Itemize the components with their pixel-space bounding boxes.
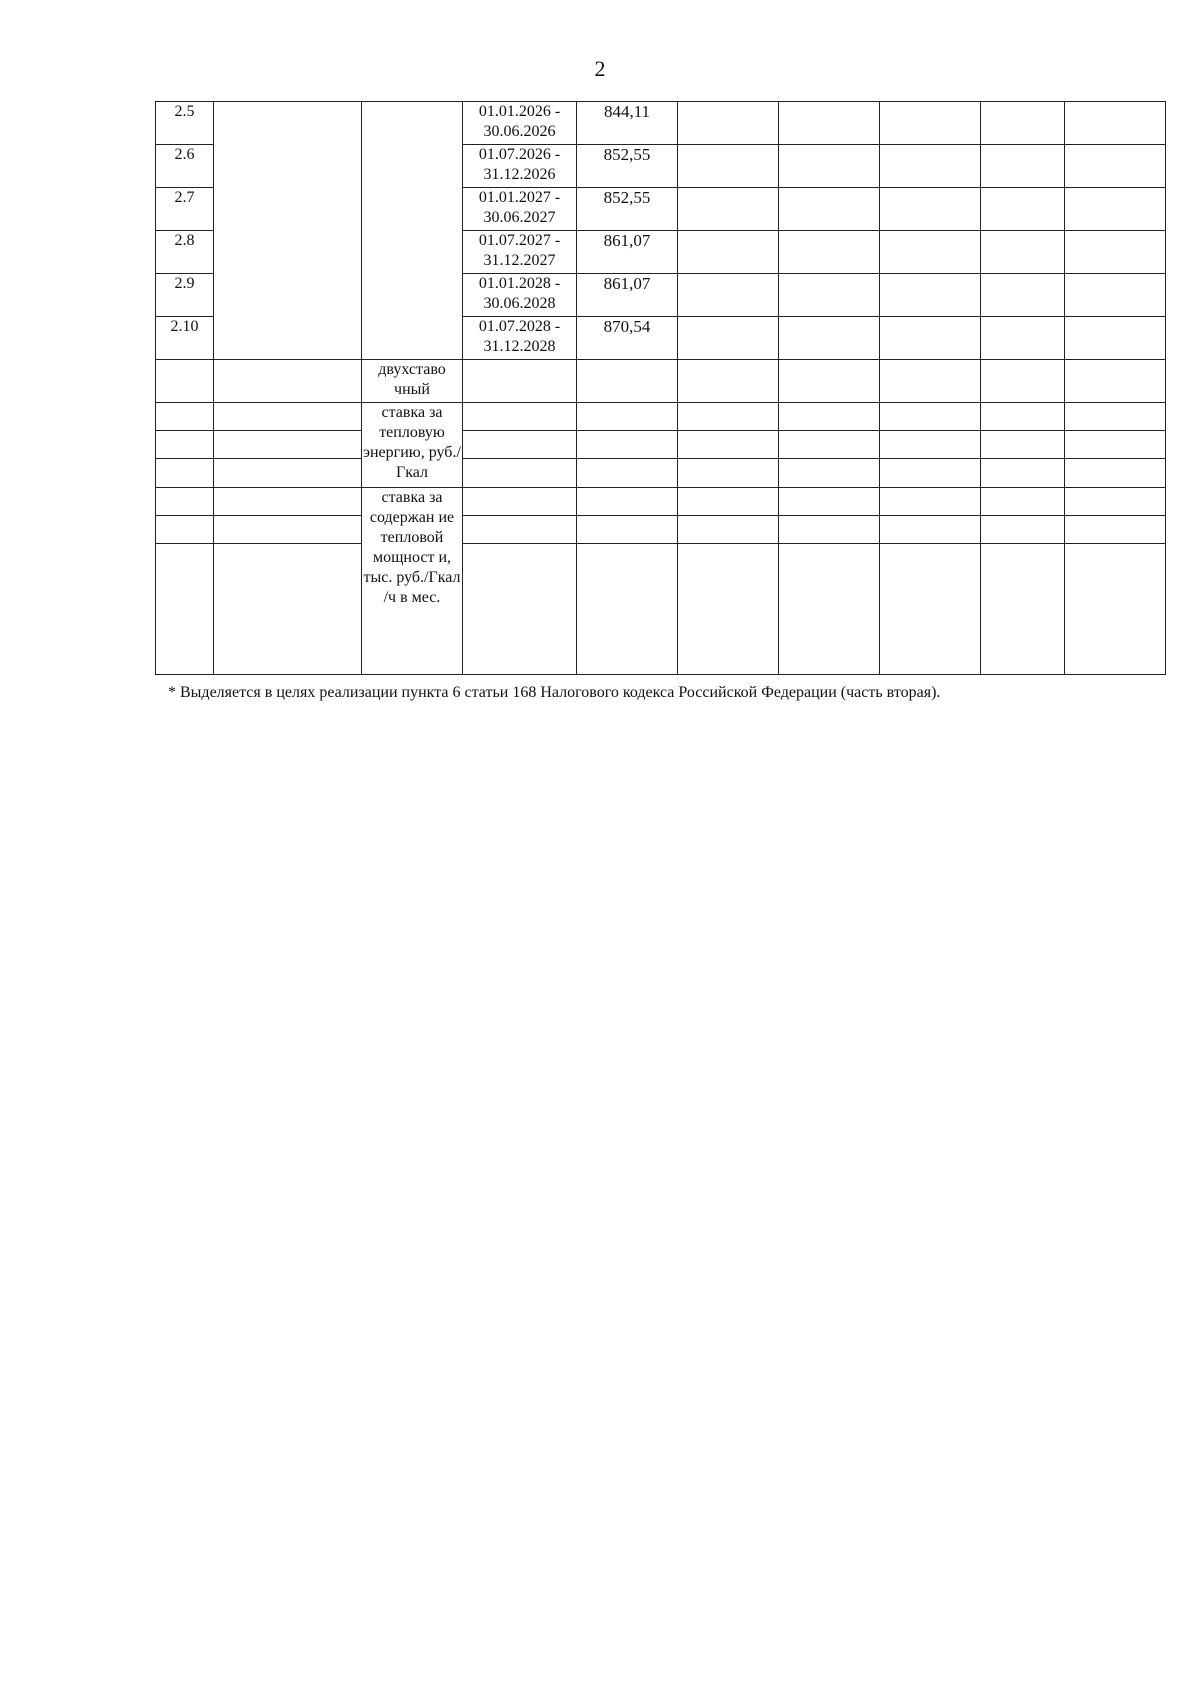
two-part-tariff-label: двухставо чный — [362, 360, 463, 403]
empty-cell — [779, 145, 880, 188]
empty-cell — [779, 231, 880, 274]
empty-cell — [156, 544, 214, 675]
empty-cell — [779, 431, 880, 459]
empty-cell — [463, 431, 577, 459]
empty-cell — [1065, 459, 1166, 488]
period-start: 01.01.2028 - — [478, 275, 561, 292]
empty-cell — [1065, 360, 1166, 403]
period-end: 30.06.2028 — [483, 295, 556, 312]
empty-cell — [156, 516, 214, 544]
empty-cell — [463, 488, 577, 516]
empty-cell — [1065, 544, 1166, 675]
empty-cell — [156, 403, 214, 431]
empty-cell — [463, 360, 577, 403]
tariff-value: 861,07 — [577, 274, 678, 317]
empty-cell — [678, 488, 779, 516]
tariff-value: 852,55 — [577, 145, 678, 188]
empty-cell — [463, 459, 577, 488]
empty-cell — [1065, 488, 1166, 516]
period-end: 31.12.2028 — [483, 338, 556, 355]
empty-cell — [981, 102, 1065, 145]
empty-cell — [981, 231, 1065, 274]
empty-cell — [1065, 516, 1166, 544]
empty-cell — [880, 516, 981, 544]
empty-cell — [880, 403, 981, 431]
empty-cell — [779, 516, 880, 544]
empty-cell — [214, 516, 362, 544]
period-start: 01.01.2027 - — [478, 189, 561, 206]
empty-cell — [880, 431, 981, 459]
row-number: 2.10 — [156, 317, 214, 360]
empty-cell — [981, 274, 1065, 317]
empty-cell — [678, 403, 779, 431]
empty-cell — [1065, 231, 1166, 274]
table-row — [156, 102, 1166, 145]
period-cell — [463, 274, 577, 317]
empty-cell — [678, 431, 779, 459]
empty-cell — [779, 544, 880, 675]
empty-cell — [214, 459, 362, 488]
empty-cell — [779, 488, 880, 516]
empty-cell — [981, 516, 1065, 544]
empty-cell — [214, 403, 362, 431]
empty-cell — [156, 488, 214, 516]
empty-cell — [577, 403, 678, 431]
empty-cell — [981, 431, 1065, 459]
empty-cell — [214, 488, 362, 516]
empty-cell — [779, 403, 880, 431]
empty-cell — [678, 188, 779, 231]
empty-cell — [577, 459, 678, 488]
empty-cell — [1065, 317, 1166, 360]
empty-cell — [880, 488, 981, 516]
empty-cell — [779, 274, 880, 317]
empty-cell — [214, 544, 362, 675]
tariff-value: 861,07 — [577, 231, 678, 274]
row-number: 2.8 — [156, 231, 214, 274]
empty-cell — [156, 431, 214, 459]
empty-cell — [779, 459, 880, 488]
empty-cell — [577, 488, 678, 516]
empty-cell — [981, 488, 1065, 516]
period-cell — [463, 231, 577, 274]
empty-cell — [1065, 274, 1166, 317]
empty-cell — [981, 403, 1065, 431]
empty-cell — [577, 544, 678, 675]
empty-cell — [463, 403, 577, 431]
empty-cell — [779, 188, 880, 231]
capacity-rate-label: ставка за содержан ие тепловой мощност и, тыс. руб./Гкал /ч в мес. — [362, 488, 463, 675]
table-row — [156, 516, 1166, 544]
row-number: 2.7 — [156, 188, 214, 231]
row-number: 2.6 — [156, 145, 214, 188]
empty-cell — [577, 431, 678, 459]
table-row — [156, 403, 1166, 431]
tariff-value: 870,54 — [577, 317, 678, 360]
empty-cell — [678, 231, 779, 274]
period-end: 30.06.2026 — [483, 123, 556, 140]
empty-cell — [678, 317, 779, 360]
empty-cell — [463, 516, 577, 544]
tariff-value: 844,11 — [577, 102, 678, 145]
empty-cell — [577, 360, 678, 403]
empty-cell — [1065, 145, 1166, 188]
empty-cell — [981, 459, 1065, 488]
empty-cell — [156, 360, 214, 403]
empty-cell — [678, 145, 779, 188]
empty-cell — [678, 360, 779, 403]
empty-cell — [981, 360, 1065, 403]
empty-cell — [779, 102, 880, 145]
empty-cell — [678, 516, 779, 544]
name-cell — [214, 102, 362, 360]
page-number: 2 — [594, 56, 606, 81]
empty-cell — [214, 431, 362, 459]
empty-cell — [1065, 102, 1166, 145]
period-cell — [463, 317, 577, 360]
empty-cell — [981, 188, 1065, 231]
empty-cell — [880, 544, 981, 675]
empty-cell — [779, 317, 880, 360]
table-row — [156, 544, 1166, 675]
row-number: 2.5 — [156, 102, 214, 145]
empty-cell — [880, 102, 981, 145]
empty-cell — [981, 145, 1065, 188]
period-end: 31.12.2026 — [483, 166, 556, 183]
row-number: 2.9 — [156, 274, 214, 317]
empty-cell — [981, 544, 1065, 675]
empty-cell — [678, 102, 779, 145]
table-row — [156, 488, 1166, 516]
period-start: 01.07.2026 - — [478, 146, 561, 163]
period-end: 30.06.2027 — [483, 209, 556, 226]
period-start: 01.01.2026 - — [478, 103, 561, 120]
empty-cell — [577, 516, 678, 544]
empty-cell — [880, 274, 981, 317]
period-start: 01.07.2028 - — [478, 318, 561, 335]
empty-cell — [880, 145, 981, 188]
empty-cell — [463, 544, 577, 675]
tariff-value: 852,55 — [577, 188, 678, 231]
table-row — [156, 459, 1166, 488]
period-cell — [463, 102, 577, 145]
heat-energy-rate-label: ставка за тепловую энергию, руб./Гкал — [362, 403, 463, 488]
period-cell — [463, 145, 577, 188]
period-end: 31.12.2027 — [483, 252, 556, 269]
empty-cell — [779, 360, 880, 403]
empty-cell — [1065, 403, 1166, 431]
footnote: * Выделяется в целях реализации пункта 6 статьи 168 Налогового кодекса Российской Федерации (часть вторая). — [168, 684, 941, 701]
empty-cell — [214, 360, 362, 403]
empty-cell — [880, 231, 981, 274]
empty-cell — [678, 459, 779, 488]
tariff-table — [155, 101, 1166, 675]
period-start: 01.07.2027 - — [478, 232, 561, 249]
empty-cell — [981, 317, 1065, 360]
tariff-type-cell — [362, 102, 463, 360]
empty-cell — [880, 360, 981, 403]
empty-cell — [880, 188, 981, 231]
empty-cell — [880, 317, 981, 360]
empty-cell — [1065, 431, 1166, 459]
empty-cell — [678, 274, 779, 317]
period-cell — [463, 188, 577, 231]
table-row — [156, 431, 1166, 459]
empty-cell — [678, 544, 779, 675]
empty-cell — [880, 459, 981, 488]
table-row — [156, 360, 1166, 403]
empty-cell — [156, 459, 214, 488]
empty-cell — [1065, 188, 1166, 231]
